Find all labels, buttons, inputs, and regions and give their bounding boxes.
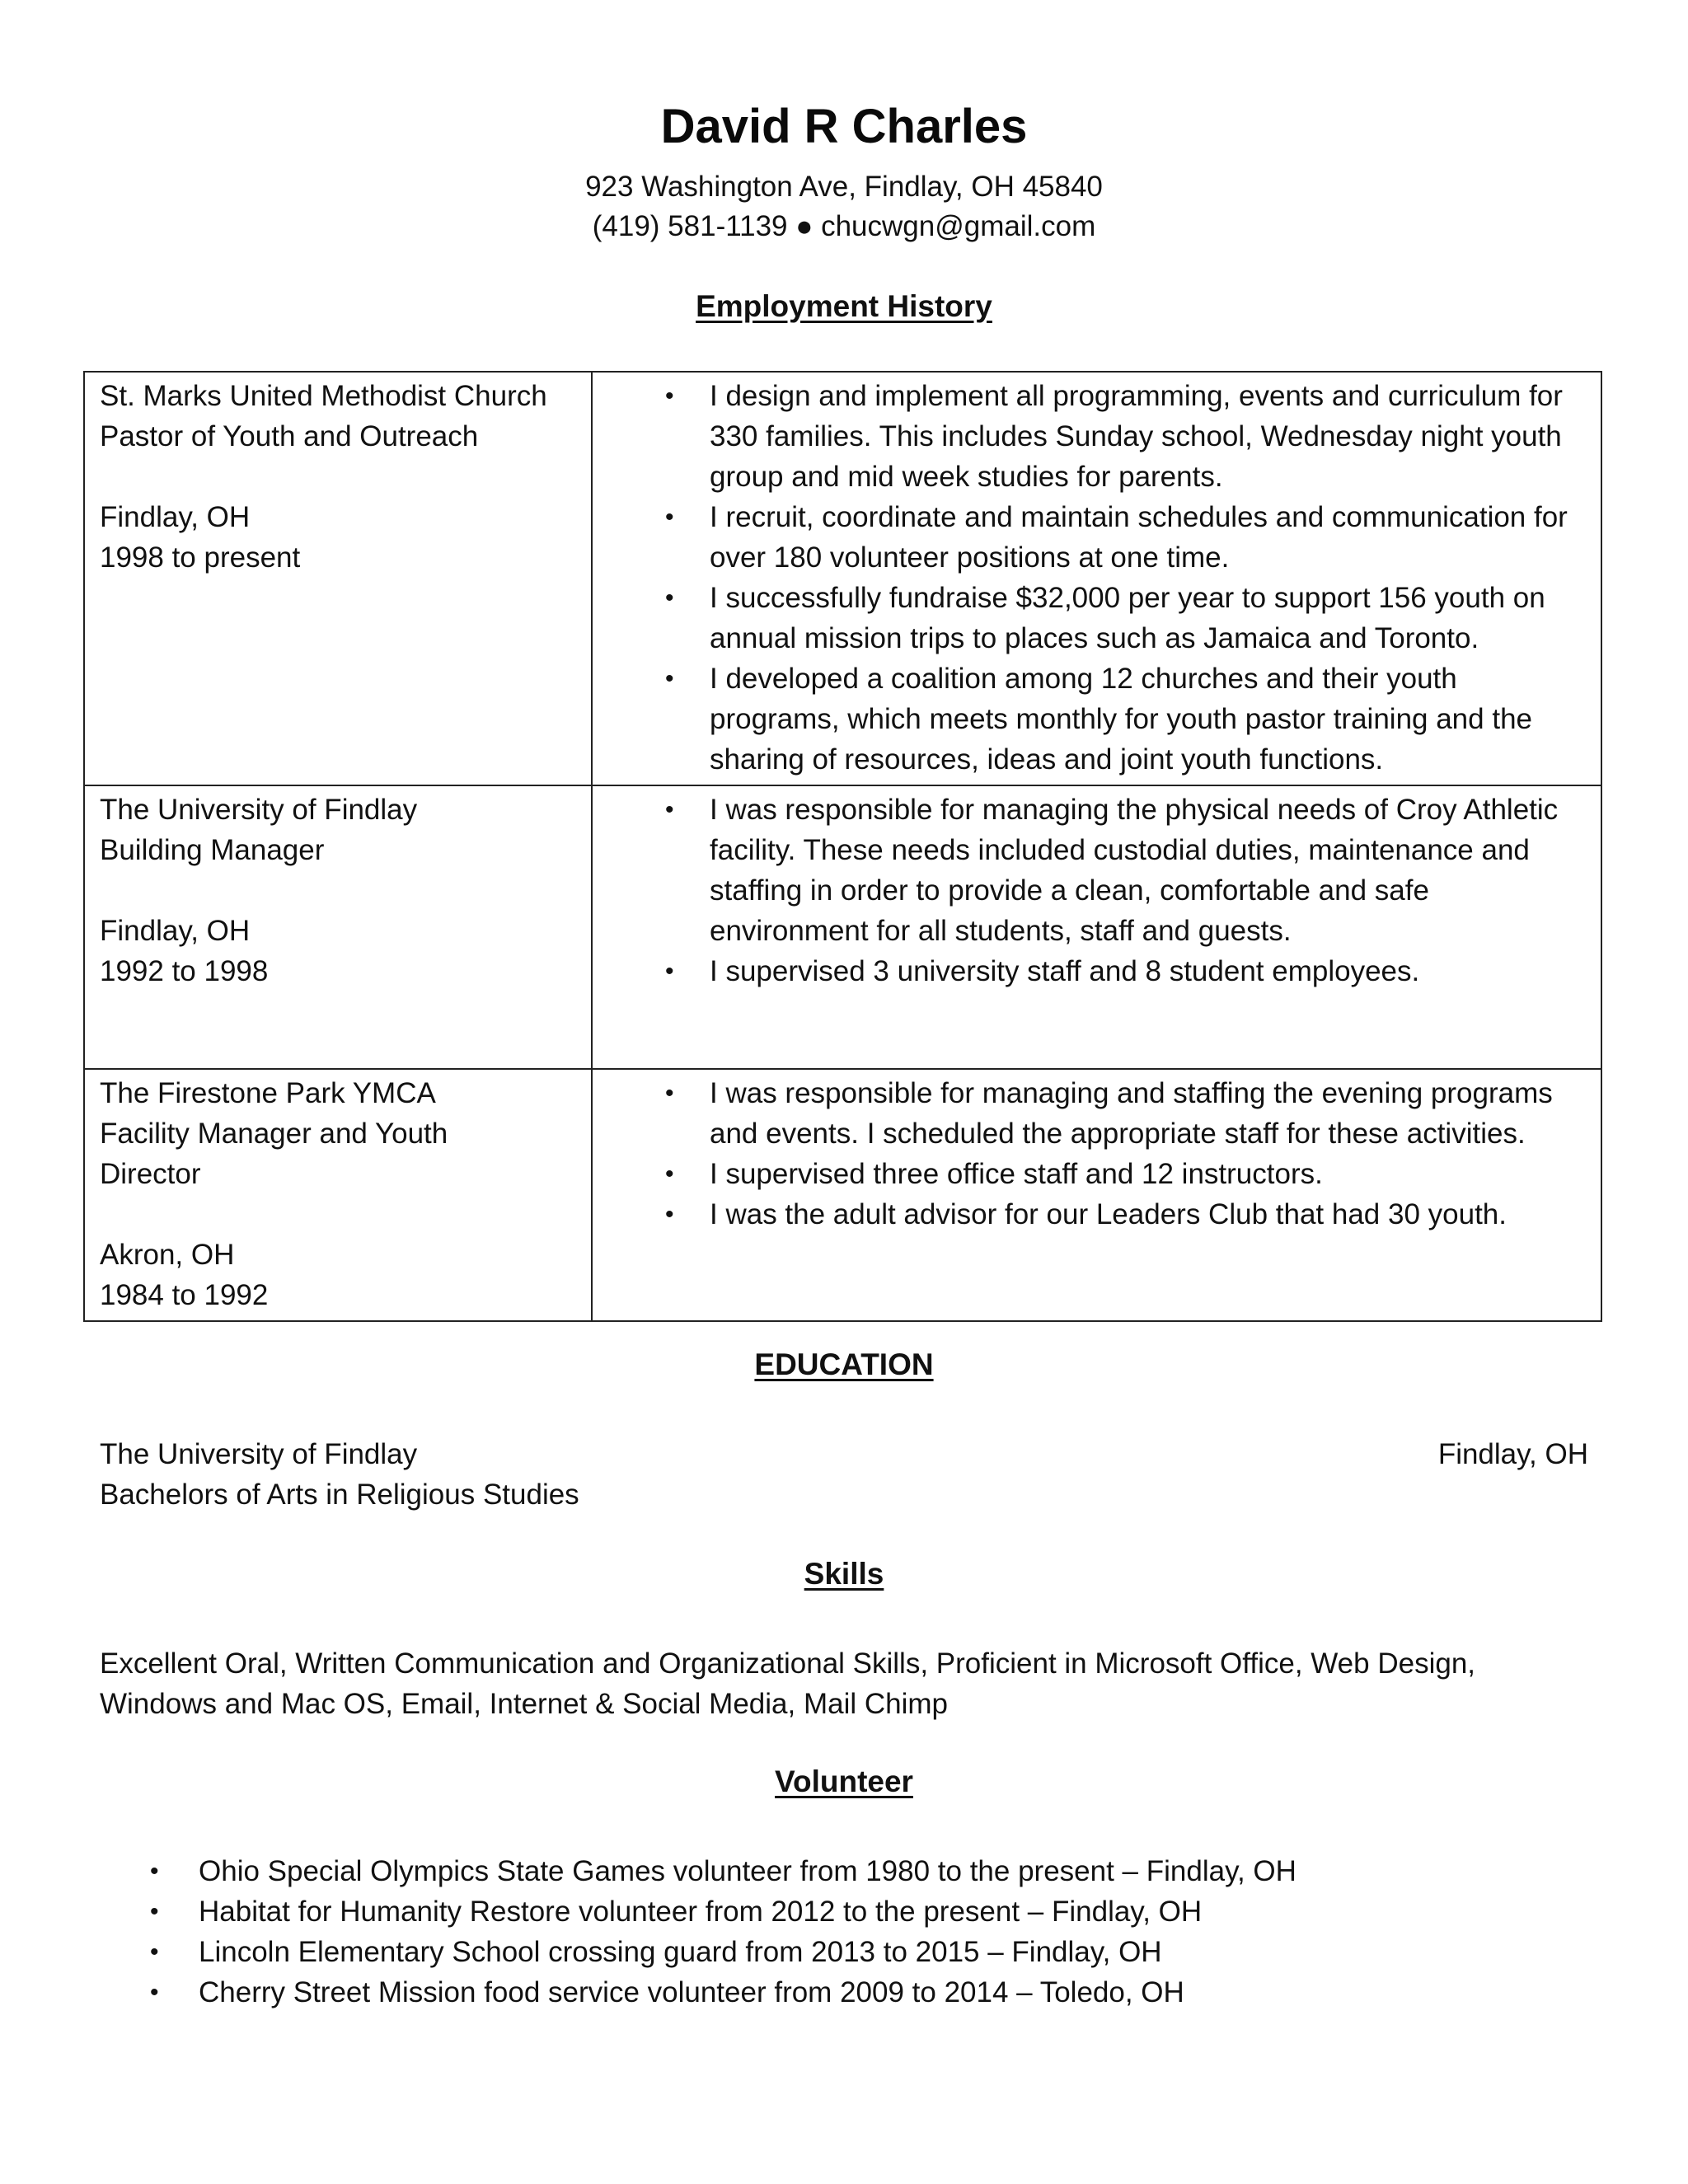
list-item: • Ohio Special Olympics State Games volunteer from 1980 to the present – Findlay, OH — [0, 1851, 1296, 1891]
list-item: • I supervised three office staff and 12 instructors. — [607, 1154, 1589, 1194]
employment-table — [83, 371, 1602, 1322]
table-row — [84, 1069, 1601, 1321]
job-details — [84, 372, 592, 785]
education-degree: Bachelors of Arts in Religious Studies — [100, 1479, 579, 1511]
job-role: Facility Manager and Youth — [100, 1118, 448, 1150]
education-school: The University of Findlay — [100, 1438, 418, 1470]
list-item: • I was the adult advisor for our Leaders Club that had 30 youth. — [607, 1194, 1589, 1235]
list-item: • I design and implement all programming, events and curriculum for 330 families. This includes Sunday school, Wednesday night youth group and mid week studies for parents. — [607, 376, 1589, 497]
job-duties — [592, 1069, 1601, 1321]
job-details — [84, 785, 592, 1069]
list-item: • I developed a coalition among 12 churches and their youth programs, which meets monthly for youth pastor training and the sharing of resources, ideas and joint youth functions. — [607, 658, 1589, 780]
list-item: • I successfully fundraise $32,000 per year to support 156 youth on annual mission trips to places such as Jamaica and Toronto. — [607, 578, 1589, 658]
job-dates: 1992 to 1998 — [100, 955, 269, 987]
job-organization: The Firestone Park YMCA — [100, 1077, 436, 1109]
job-organization: St. Marks United Methodist Church — [100, 380, 547, 412]
job-location: Findlay, OH — [100, 501, 251, 533]
job-duties — [592, 372, 1601, 785]
employment-history-heading: Employment History — [696, 289, 992, 323]
job-dates: 1998 to present — [100, 541, 301, 574]
candidate-name: David R Charles — [660, 100, 1028, 153]
job-role: Director — [100, 1158, 201, 1190]
address-line: 923 Washington Ave, Findlay, OH 45840 — [585, 171, 1103, 203]
list-item: • Habitat for Humanity Restore volunteer from 2012 to the present – Findlay, OH — [0, 1891, 1296, 1932]
list-item: • Lincoln Elementary School crossing guard from 2013 to 2015 – Findlay, OH — [0, 1932, 1296, 1972]
job-dates: 1984 to 1992 — [100, 1279, 269, 1311]
job-role: Pastor of Youth and Outreach — [100, 420, 479, 452]
job-location: Akron, OH — [100, 1239, 235, 1271]
job-details — [84, 1069, 592, 1321]
list-item: • I recruit, coordinate and maintain schedules and communication for over 180 volunteer positions at one time. — [607, 497, 1589, 578]
volunteer-list — [0, 1851, 1296, 2013]
skills-heading: Skills — [804, 1557, 884, 1591]
job-organization: The University of Findlay — [100, 794, 418, 826]
list-item: • I was responsible for managing and staffing the evening programs and events. I scheduled the appropriate staff for these activities. — [607, 1073, 1589, 1154]
list-item: • Cherry Street Mission food service volunteer from 2009 to 2014 – Toledo, OH — [0, 1972, 1296, 2013]
education-school-row — [100, 1434, 1588, 1474]
job-location: Findlay, OH — [100, 915, 251, 947]
education-heading: EDUCATION — [754, 1347, 934, 1381]
list-item: • I was responsible for managing the physical needs of Croy Athletic facility. These needs included custodial duties, maintenance and staffing in order to provide a clean, comfortable and safe environment for all students, staff and guests. — [607, 790, 1589, 951]
job-role: Building Manager — [100, 834, 325, 866]
phone-email-line: (419) 581-1139 ● chucwgn@gmail.com — [592, 210, 1096, 242]
volunteer-heading: Volunteer — [775, 1765, 913, 1798]
education-location: Findlay, OH — [1437, 1438, 1588, 1470]
list-item: • I supervised 3 university staff and 8 student employees. — [607, 951, 1589, 991]
skills-text: Excellent Oral, Written Communication and Organizational Skills, Proficient in Microsoft Office, Web Design, Windows and Mac OS, Email, Internet & Social Media, Mail Chimp — [100, 1647, 1476, 1720]
table-row — [84, 785, 1601, 1069]
table-row — [84, 372, 1601, 785]
job-duties — [592, 785, 1601, 1069]
